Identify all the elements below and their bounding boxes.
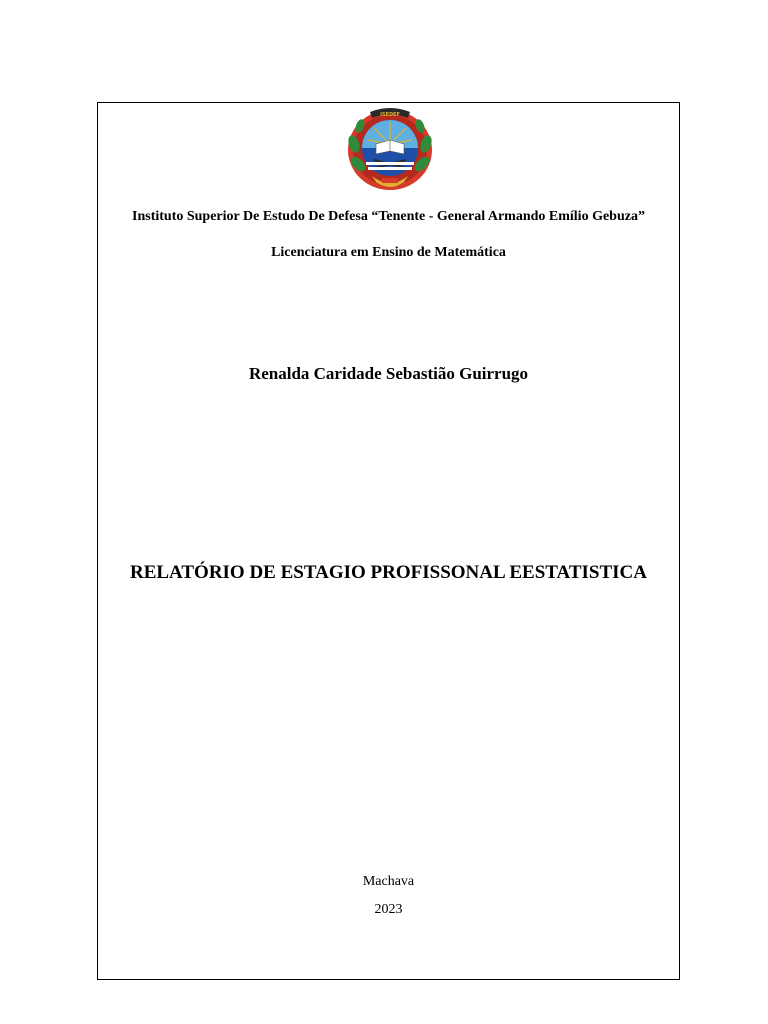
institution-emblem-icon — [344, 104, 436, 192]
svg-text:ISEDEF: ISEDEF — [380, 112, 400, 118]
author-name: Renalda Caridade Sebastião Guirrugo — [248, 364, 529, 383]
institute-name: Instituto Superior De Estudo De Defesa “Tenente - General Armando Emílio Gebuza” — [132, 209, 645, 224]
report-title: RELATÓRIO DE ESTAGIO PROFISSONAL EESTATISTICA — [129, 562, 647, 583]
course-name: Licenciatura em Ensino de Matemática — [271, 245, 506, 260]
page-border — [97, 102, 680, 980]
report-year: 2023 — [374, 902, 403, 917]
place-name: Machava — [362, 874, 415, 889]
